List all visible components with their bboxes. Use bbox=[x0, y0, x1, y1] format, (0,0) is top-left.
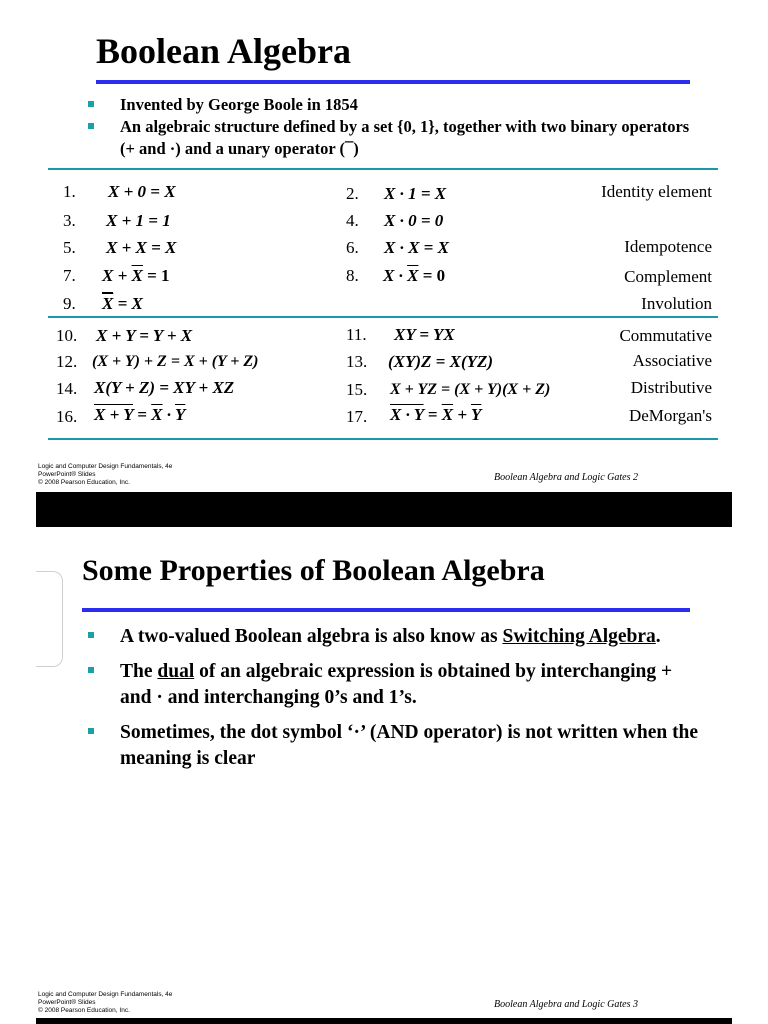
bullet-item: The dual of an algebraic expression is obtained by interchanging + and · and interchanging 0’s and 1’s. bbox=[88, 659, 708, 711]
law-name: Associative bbox=[632, 351, 712, 370]
law-expression: X + Y = Y + X bbox=[96, 326, 193, 345]
bullet-list bbox=[88, 624, 708, 781]
law-number: 2. bbox=[346, 184, 359, 203]
bullet-item: Invented by George Boole in 1854 bbox=[88, 94, 708, 116]
law-expression: X + 1 = 1 bbox=[106, 211, 171, 230]
law-number: 6. bbox=[346, 238, 359, 257]
law-expression: $\overline{X} = X$ bbox=[102, 294, 143, 313]
law-number: 5. bbox=[63, 238, 76, 257]
overbar-symbol: ¯ bbox=[345, 139, 354, 158]
footer-credits: Logic and Computer Design Fundamentals, 4e PowerPoint® Slides © 2008 Pearson Education, Inc. bbox=[38, 991, 173, 1014]
bullet-item: Sometimes, the dot symbol ‘·’ (AND operator) is not written when the meaning is clear bbox=[88, 720, 708, 772]
footer-page-label: Boolean Algebra and Logic Gates 2 bbox=[494, 472, 638, 483]
law-number: 7. bbox=[63, 266, 76, 285]
bullet-icon bbox=[88, 123, 94, 129]
law-expression: X + YZ = (X + Y)(X + Z) bbox=[390, 381, 551, 398]
bullet-icon bbox=[88, 101, 94, 107]
bullet-icon bbox=[88, 632, 94, 638]
bullet-icon bbox=[88, 667, 94, 673]
slide-title: Boolean Algebra bbox=[96, 31, 352, 71]
law-number: 16. bbox=[56, 407, 78, 426]
law-expression: $X \cdot Y = \overline{X} + \overline{Y}$ bbox=[390, 405, 482, 424]
law-number: 10. bbox=[56, 326, 78, 345]
law-number: 15. bbox=[346, 380, 368, 399]
bullet-item: An algebraic structure defined by a set {0, 1}, together with two binary operators (+ and ·) and a unary operator (¯) bbox=[88, 116, 708, 160]
law-expression: X · X = X bbox=[384, 238, 449, 257]
law-expression: X · 0 = 0 bbox=[384, 211, 444, 230]
slide-separator bbox=[36, 492, 732, 527]
law-number: 14. bbox=[56, 379, 78, 398]
table-rule-bottom bbox=[48, 438, 718, 440]
law-number: 1. bbox=[63, 182, 76, 201]
law-expression: X + 0 = X bbox=[108, 182, 176, 201]
law-number: 4. bbox=[346, 211, 359, 230]
law-name: DeMorgan's bbox=[628, 406, 712, 425]
law-name: Distributive bbox=[630, 378, 712, 397]
law-expression: X + X = X bbox=[106, 238, 177, 257]
law-number: 11. bbox=[346, 325, 367, 344]
bullet-icon bbox=[88, 728, 94, 734]
law-expression: XY = YX bbox=[394, 325, 455, 344]
bullet-list bbox=[88, 94, 708, 160]
law-number: 9. bbox=[63, 294, 76, 313]
left-margin bbox=[0, 0, 36, 1024]
slide-separator bbox=[36, 1018, 732, 1024]
law-number: 8. bbox=[346, 266, 359, 285]
law-number: 13. bbox=[346, 352, 368, 371]
table-rule-top bbox=[48, 168, 718, 170]
law-expression: X(Y + Z) = XY + XZ bbox=[94, 378, 235, 397]
slide-title: Some Properties of Boolean Algebra bbox=[82, 554, 545, 587]
law-expression: (X + Y) + Z = X + (Y + Z) bbox=[92, 353, 259, 370]
law-name: Commutative bbox=[619, 326, 712, 345]
footer-credits: Logic and Computer Design Fundamentals, 4e PowerPoint® Slides © 2008 Pearson Education, Inc. bbox=[38, 463, 173, 486]
table-rule-middle bbox=[48, 316, 718, 318]
law-number: 3. bbox=[63, 211, 76, 230]
title-underline bbox=[82, 608, 690, 612]
law-name: Identity element bbox=[601, 182, 712, 201]
footer-page-label: Boolean Algebra and Logic Gates 3 bbox=[494, 999, 638, 1010]
law-expression: X · 1 = X bbox=[384, 184, 447, 203]
law-expression: $X \cdot \overline{X} = 0$ bbox=[383, 266, 446, 285]
law-name: Idempotence bbox=[624, 237, 712, 256]
law-expression: $X + \overline{X} = 1$ bbox=[102, 266, 170, 285]
slide-properties bbox=[36, 527, 732, 1018]
page-tab-decoration bbox=[36, 571, 63, 667]
title-underline bbox=[96, 80, 690, 84]
law-expression: (XY)Z = X(YZ) bbox=[388, 352, 494, 371]
law-expression: $X + Y = \overline{X} \cdot \overline{Y}$ bbox=[94, 405, 186, 424]
law-name: Complement bbox=[624, 267, 712, 286]
law-number: 12. bbox=[56, 352, 78, 371]
law-name: Involution bbox=[641, 294, 712, 313]
bullet-item: A two-valued Boolean algebra is also know as Switching Algebra. bbox=[88, 624, 708, 650]
slide-boolean-algebra bbox=[36, 0, 732, 492]
law-number: 17. bbox=[346, 407, 368, 426]
